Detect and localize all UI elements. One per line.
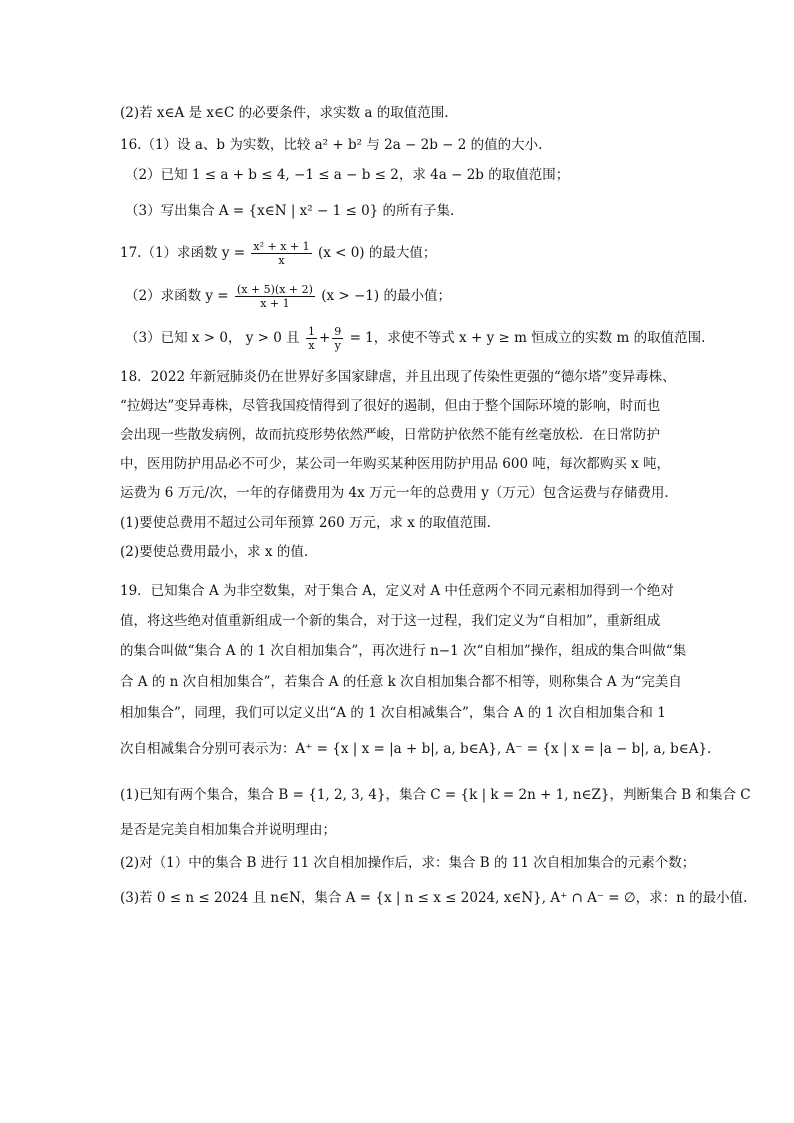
- q17-part1-tail: (x < 0) 的最大值；: [317, 245, 437, 261]
- q18-line3: 会出现一些散发病例，故而抗疫形势依然严峻，日常防护依然不能有丝毫放松．在日常防护: [120, 427, 660, 443]
- q19-line5: 相加集合”，同理，我们可以定义出“A 的 1 次自相减集合”，集合 A 的 1 次自相加集合和 1: [120, 705, 666, 721]
- q17-part2: [125, 283, 685, 310]
- fraction-denominator: x + 1: [260, 297, 290, 310]
- q18-line5: 运费为 6 万元/次，一年的存储费用为 4x 万元一年的总费用 y（万元）包含运费与存储费用.: [120, 485, 669, 501]
- q17-part3-lead: （3）已知 x > 0， y > 0 且: [125, 330, 300, 346]
- fraction-denominator: x: [308, 339, 315, 352]
- q16-part2: （2）已知 1 ≤ a + b ≤ 4, −1 ≤ a − b ≤ 2，求 4a − 2b 的取值范围；: [125, 167, 570, 183]
- q17-part3: [125, 325, 706, 352]
- q17-part1: [120, 240, 680, 267]
- q19-line6: 次自相减集合分别可表示为：A⁺ = {x | x = |a + b|, a, b∈A}, A⁻ = {x | x = |a − b|, a, b∈A}.: [120, 741, 712, 757]
- fraction-numerator: x² + x + 1: [253, 240, 310, 253]
- q19-line2: 值，将这些绝对值重新组成一个新的集合，对于这一过程，我们定义为“自相加”，重新组成: [120, 613, 661, 629]
- q18-line2: “拉姆达”变异毒株，尽管我国疫情得到了很好的遏制，但由于整个国际环境的影响，时而也: [120, 398, 661, 414]
- q17-part1-lead: 17.（1）求函数 y =: [120, 245, 246, 261]
- q18-part2: (2)要使总费用最小，求 x 的值.: [120, 544, 309, 560]
- fraction-one-over-x: [306, 325, 317, 352]
- fraction-numerator: 9: [334, 325, 342, 338]
- q15-part2: (2)若 x∈A 是 x∈C 的必要条件，求实数 a 的取值范围.: [120, 105, 449, 121]
- q19-line4: 合 A 的 n 次自相加集合”，若集合 A 的任意 k 次自相加集合都不相等，则称集合 A 为“完美自: [120, 674, 682, 690]
- q18-part1: (1)要使总费用不超过公司年预算 260 万元，求 x 的取值范围.: [120, 515, 491, 531]
- q19-part2: (2)对（1）中的集合 B 进行 11 次自相加操作后，求：集合 B 的 11 次自相加集合的元素个数；: [120, 855, 696, 871]
- q16-part1: 16.（1）设 a、b 为实数，比较 a² + b² 与 2a − 2b − 2 的值的大小.: [120, 137, 543, 153]
- q19-part3: (3)若 0 ≤ n ≤ 2024 且 n∈N，集合 A = {x | n ≤ x ≤ 2024, x∈N}, A⁺ ∩ A⁻ = ∅，求：n 的最小值.: [120, 890, 748, 906]
- fraction-denominator: y: [334, 339, 341, 352]
- q17-part2-fraction: [235, 283, 315, 310]
- q19-line1: 19．已知集合 A 为非空数集，对于集合 A，定义对 A 中任意两个不同元素相加得到一个绝对: [120, 583, 674, 599]
- q17-part2-tail: (x > −1) 的最小值；: [321, 288, 451, 304]
- q19-part1-cont: 是否是完美自相加集合并说明理由；: [120, 822, 336, 838]
- q17-part1-fraction: [251, 240, 311, 267]
- fraction-numerator: (x + 5)(x + 2): [236, 283, 313, 296]
- q19-part1: (1)已知有两个集合，集合 B = {1, 2, 3, 4}，集合 C = {k | k = 2n + 1, n∈Z}，判断集合 B 和集合 C: [120, 787, 751, 803]
- q18-line1: 18．2022 年新冠肺炎仍在世界好多国家肆虐，并且出现了传染性更强的“德尔塔”变异毒株、: [120, 369, 676, 385]
- fraction-numerator: 1: [307, 325, 315, 338]
- fraction-denominator: x: [278, 254, 285, 267]
- plus-sign: +: [318, 330, 331, 346]
- q17-part2-lead: （2）求函数 y =: [125, 288, 229, 304]
- q17-part3-tail: = 1，求使不等式 x + y ≥ m 恒成立的实数 m 的取值范围.: [349, 330, 706, 346]
- fraction-nine-over-y: [332, 325, 343, 352]
- q19-line3: 的集合叫做“集合 A 的 1 次自相加集合”，再次进行 n−1 次“自相加”操作，组成的集合叫做“集: [120, 643, 687, 659]
- q18-line4: 中，医用防护用品必不可少，某公司一年购买某种医用防护用品 600 吨，每次都购买 x 吨，: [120, 456, 671, 472]
- q16-part3: （3）写出集合 A = {x∈N | x² − 1 ≤ 0} 的所有子集.: [125, 203, 455, 219]
